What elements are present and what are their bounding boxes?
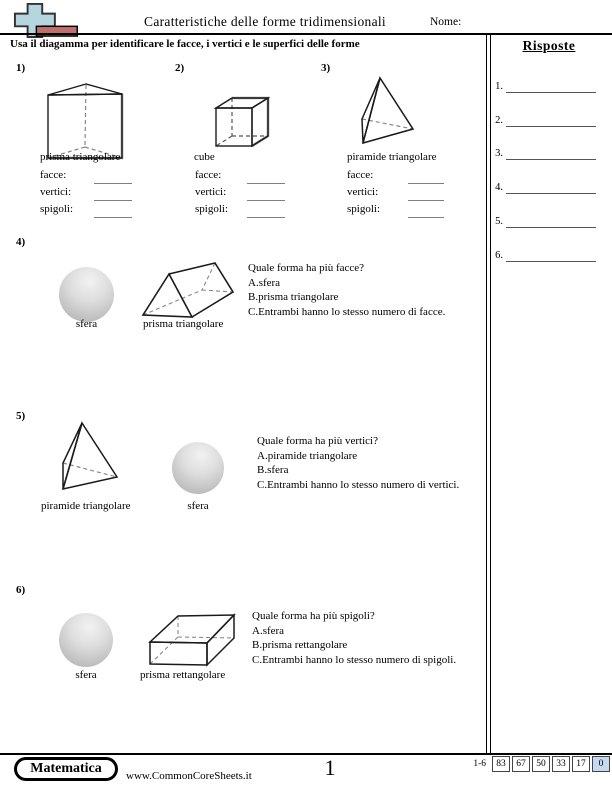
problem-range-label: 1-6	[473, 759, 486, 769]
q4-triangular-prism-figure	[140, 256, 236, 322]
score-cell-33: 33	[552, 756, 570, 772]
answer-number-4: 4.	[495, 182, 503, 193]
q1-edges-label: spigoli:	[40, 203, 74, 215]
q6-sphere-label: sfera	[75, 669, 97, 681]
score-cell-83: 83	[492, 756, 510, 772]
question-3-number: 3)	[321, 62, 331, 74]
header-rule	[0, 33, 612, 35]
question-1-number: 1)	[16, 62, 26, 74]
q5-option-c[interactable]: C.Entrambi hanno lo stesso numero di vertici.	[257, 478, 460, 491]
page-title: Caratteristiche delle forme tridimensionali	[144, 14, 386, 29]
answer-blank-4[interactable]	[506, 193, 596, 194]
answer-number-3: 3.	[495, 148, 503, 159]
triangular-pyramid-figure	[350, 73, 420, 148]
subject-badge	[14, 757, 118, 781]
answer-number-6: 6.	[495, 250, 503, 261]
q2-faces-blank[interactable]	[247, 183, 285, 184]
rectangular-prism-figure	[148, 612, 238, 669]
answer-number-5: 5.	[495, 216, 503, 227]
q3-vertices-blank[interactable]	[408, 200, 444, 201]
q5-triangular-pyramid-figure	[54, 417, 124, 496]
q4-sphere-label: sfera	[75, 318, 98, 330]
q1-faces-label: facce:	[40, 169, 67, 181]
answer-blank-5[interactable]	[506, 227, 596, 228]
question-4-number: 4)	[16, 236, 26, 248]
score-cell-67: 67	[512, 756, 530, 772]
page-number: 1	[324, 755, 336, 780]
q3-edges-label: spigoli:	[347, 203, 381, 215]
q1-vertices-blank[interactable]	[94, 200, 132, 201]
q4-option-b[interactable]: B.prisma triangolare	[248, 291, 339, 304]
answer-number-1: 1.	[495, 81, 503, 92]
answers-title: Risposte	[522, 38, 576, 53]
q6-question-block	[252, 609, 490, 667]
q6-option-c[interactable]: C.Entrambi hanno lo stesso numero di spigoli.	[252, 653, 457, 666]
question-6-number: 6)	[16, 584, 26, 596]
answer-blank-1[interactable]	[506, 92, 596, 93]
answer-blank-6[interactable]	[506, 261, 596, 262]
q6-option-b[interactable]: B.prisma rettangolare	[252, 639, 348, 652]
q3-shape-label: piramide triangolare	[347, 151, 437, 163]
score-table	[492, 756, 610, 772]
answer-number-2: 2.	[495, 115, 503, 126]
q6-option-a[interactable]: A.sfera	[252, 624, 285, 637]
website-text[interactable]: www.CommonCoreSheets.it	[126, 770, 252, 782]
q1-shape-label: prisma triangolare	[40, 151, 121, 163]
q5-sphere-label: sfera	[187, 500, 209, 512]
score-cell-50: 50	[532, 756, 550, 772]
q3-edges-blank[interactable]	[408, 217, 444, 218]
q2-faces-label: facce:	[195, 169, 222, 181]
q4-option-c[interactable]: C.Entrambi hanno lo stesso numero di facce.	[248, 305, 446, 318]
question-2-number: 2)	[175, 62, 185, 74]
q1-faces-blank[interactable]	[94, 183, 132, 184]
q5-option-b[interactable]: B.sfera	[257, 464, 289, 477]
q5-question-block	[257, 434, 490, 492]
q2-edges-blank[interactable]	[247, 217, 285, 218]
q6-question: Quale forma ha più spigoli?	[252, 610, 375, 622]
q2-vertices-label: vertici:	[195, 186, 227, 198]
q5-question: Quale forma ha più vertici?	[257, 435, 378, 447]
instruction-text: Usa il diagamma per identificare le facce, i vertici e le superfici delle forme	[10, 38, 360, 50]
cube-figure	[209, 93, 275, 151]
score-cell-0: 0	[592, 756, 610, 772]
q4-prism-label: prisma triangolare	[143, 318, 224, 330]
q3-vertices-label: vertici:	[347, 186, 379, 198]
q4-question: Quale forma ha più facce?	[248, 262, 365, 274]
q6-prism-label: prisma rettangolare	[140, 669, 226, 681]
q4-sphere-figure	[59, 267, 114, 322]
q4-question-block	[248, 261, 486, 319]
triangular-prism-upright-figure	[45, 81, 125, 160]
q5-option-a[interactable]: A.piramide triangolare	[257, 449, 358, 462]
q5-pyramid-label: piramide triangolare	[41, 500, 131, 512]
q5-sphere-figure	[172, 442, 224, 494]
q3-faces-label: facce:	[347, 169, 374, 181]
answer-blank-3[interactable]	[506, 159, 596, 160]
q2-shape-label: cube	[194, 151, 215, 163]
score-cell-17: 17	[572, 756, 590, 772]
q1-edges-blank[interactable]	[94, 217, 132, 218]
q2-vertices-blank[interactable]	[247, 200, 285, 201]
q4-option-a[interactable]: A.sfera	[248, 276, 281, 289]
name-label: Nome:	[430, 16, 462, 28]
answer-blank-2[interactable]	[506, 126, 596, 127]
q1-vertices-label: vertici:	[40, 186, 72, 198]
q3-faces-blank[interactable]	[408, 183, 444, 184]
q2-edges-label: spigoli:	[195, 203, 229, 215]
q6-sphere-figure	[59, 613, 113, 667]
question-5-number: 5)	[16, 410, 26, 422]
subject-badge-label: Matematica	[17, 760, 115, 778]
